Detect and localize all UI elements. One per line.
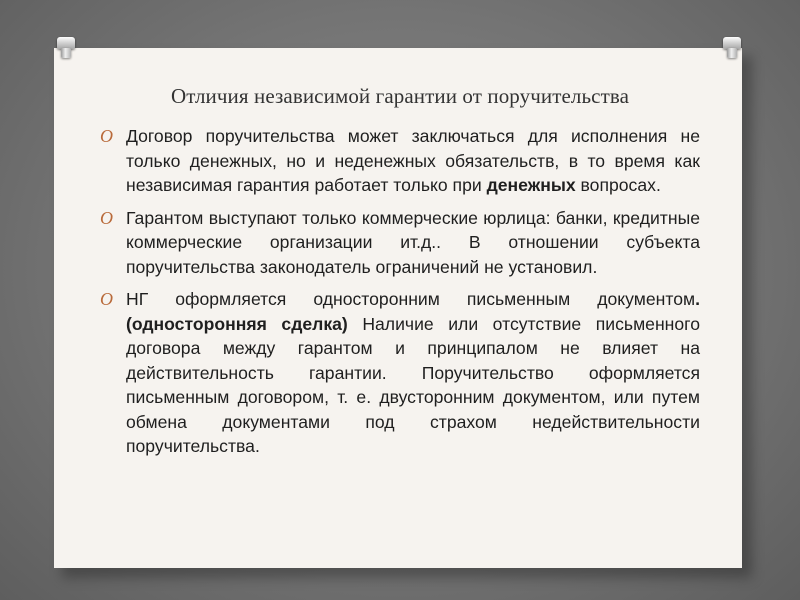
bullet-marker-icon: O <box>100 126 113 146</box>
bullet-item <box>100 287 700 459</box>
bullet-list <box>100 124 700 467</box>
bullet-text: Наличие или отсутствие письменного договора между гарантом и принципалом не влияет на действительность гарантии. Поручительство оформляется письменным договором, т. е. двусторонним документом, или путем обмена документами под страхом недействительности поручительства. <box>126 313 700 456</box>
bullet-marker-icon: O <box>100 289 113 309</box>
slide-title: Отличия независимой гарантии от поручительства <box>170 84 630 108</box>
bullet-text: вопросах. <box>575 175 661 195</box>
pushpin-icon <box>56 37 76 59</box>
bullet-text: Договор поручительства может заключаться для исполнения не только денежных, но и неденежных обязательств, в то время как независимая гарантия работает только при <box>126 126 700 195</box>
bullet-emphasis: денежных <box>486 175 576 195</box>
bullet-item <box>100 124 700 198</box>
bullet-marker-icon: O <box>100 207 113 228</box>
bullet-emphasis: .(односторонняя сделка) <box>126 289 700 334</box>
bullet-item <box>100 206 700 280</box>
bullet-text: Гарантом выступают только коммерческие юрлица: банки, кредитные коммерческие организации ит.д.. В отношении субъекта поручительства законодатель ограничений не установил. <box>126 207 700 277</box>
pushpin-icon <box>722 37 742 59</box>
bullet-text: НГ оформляется односторонним письменным документом <box>126 289 696 309</box>
